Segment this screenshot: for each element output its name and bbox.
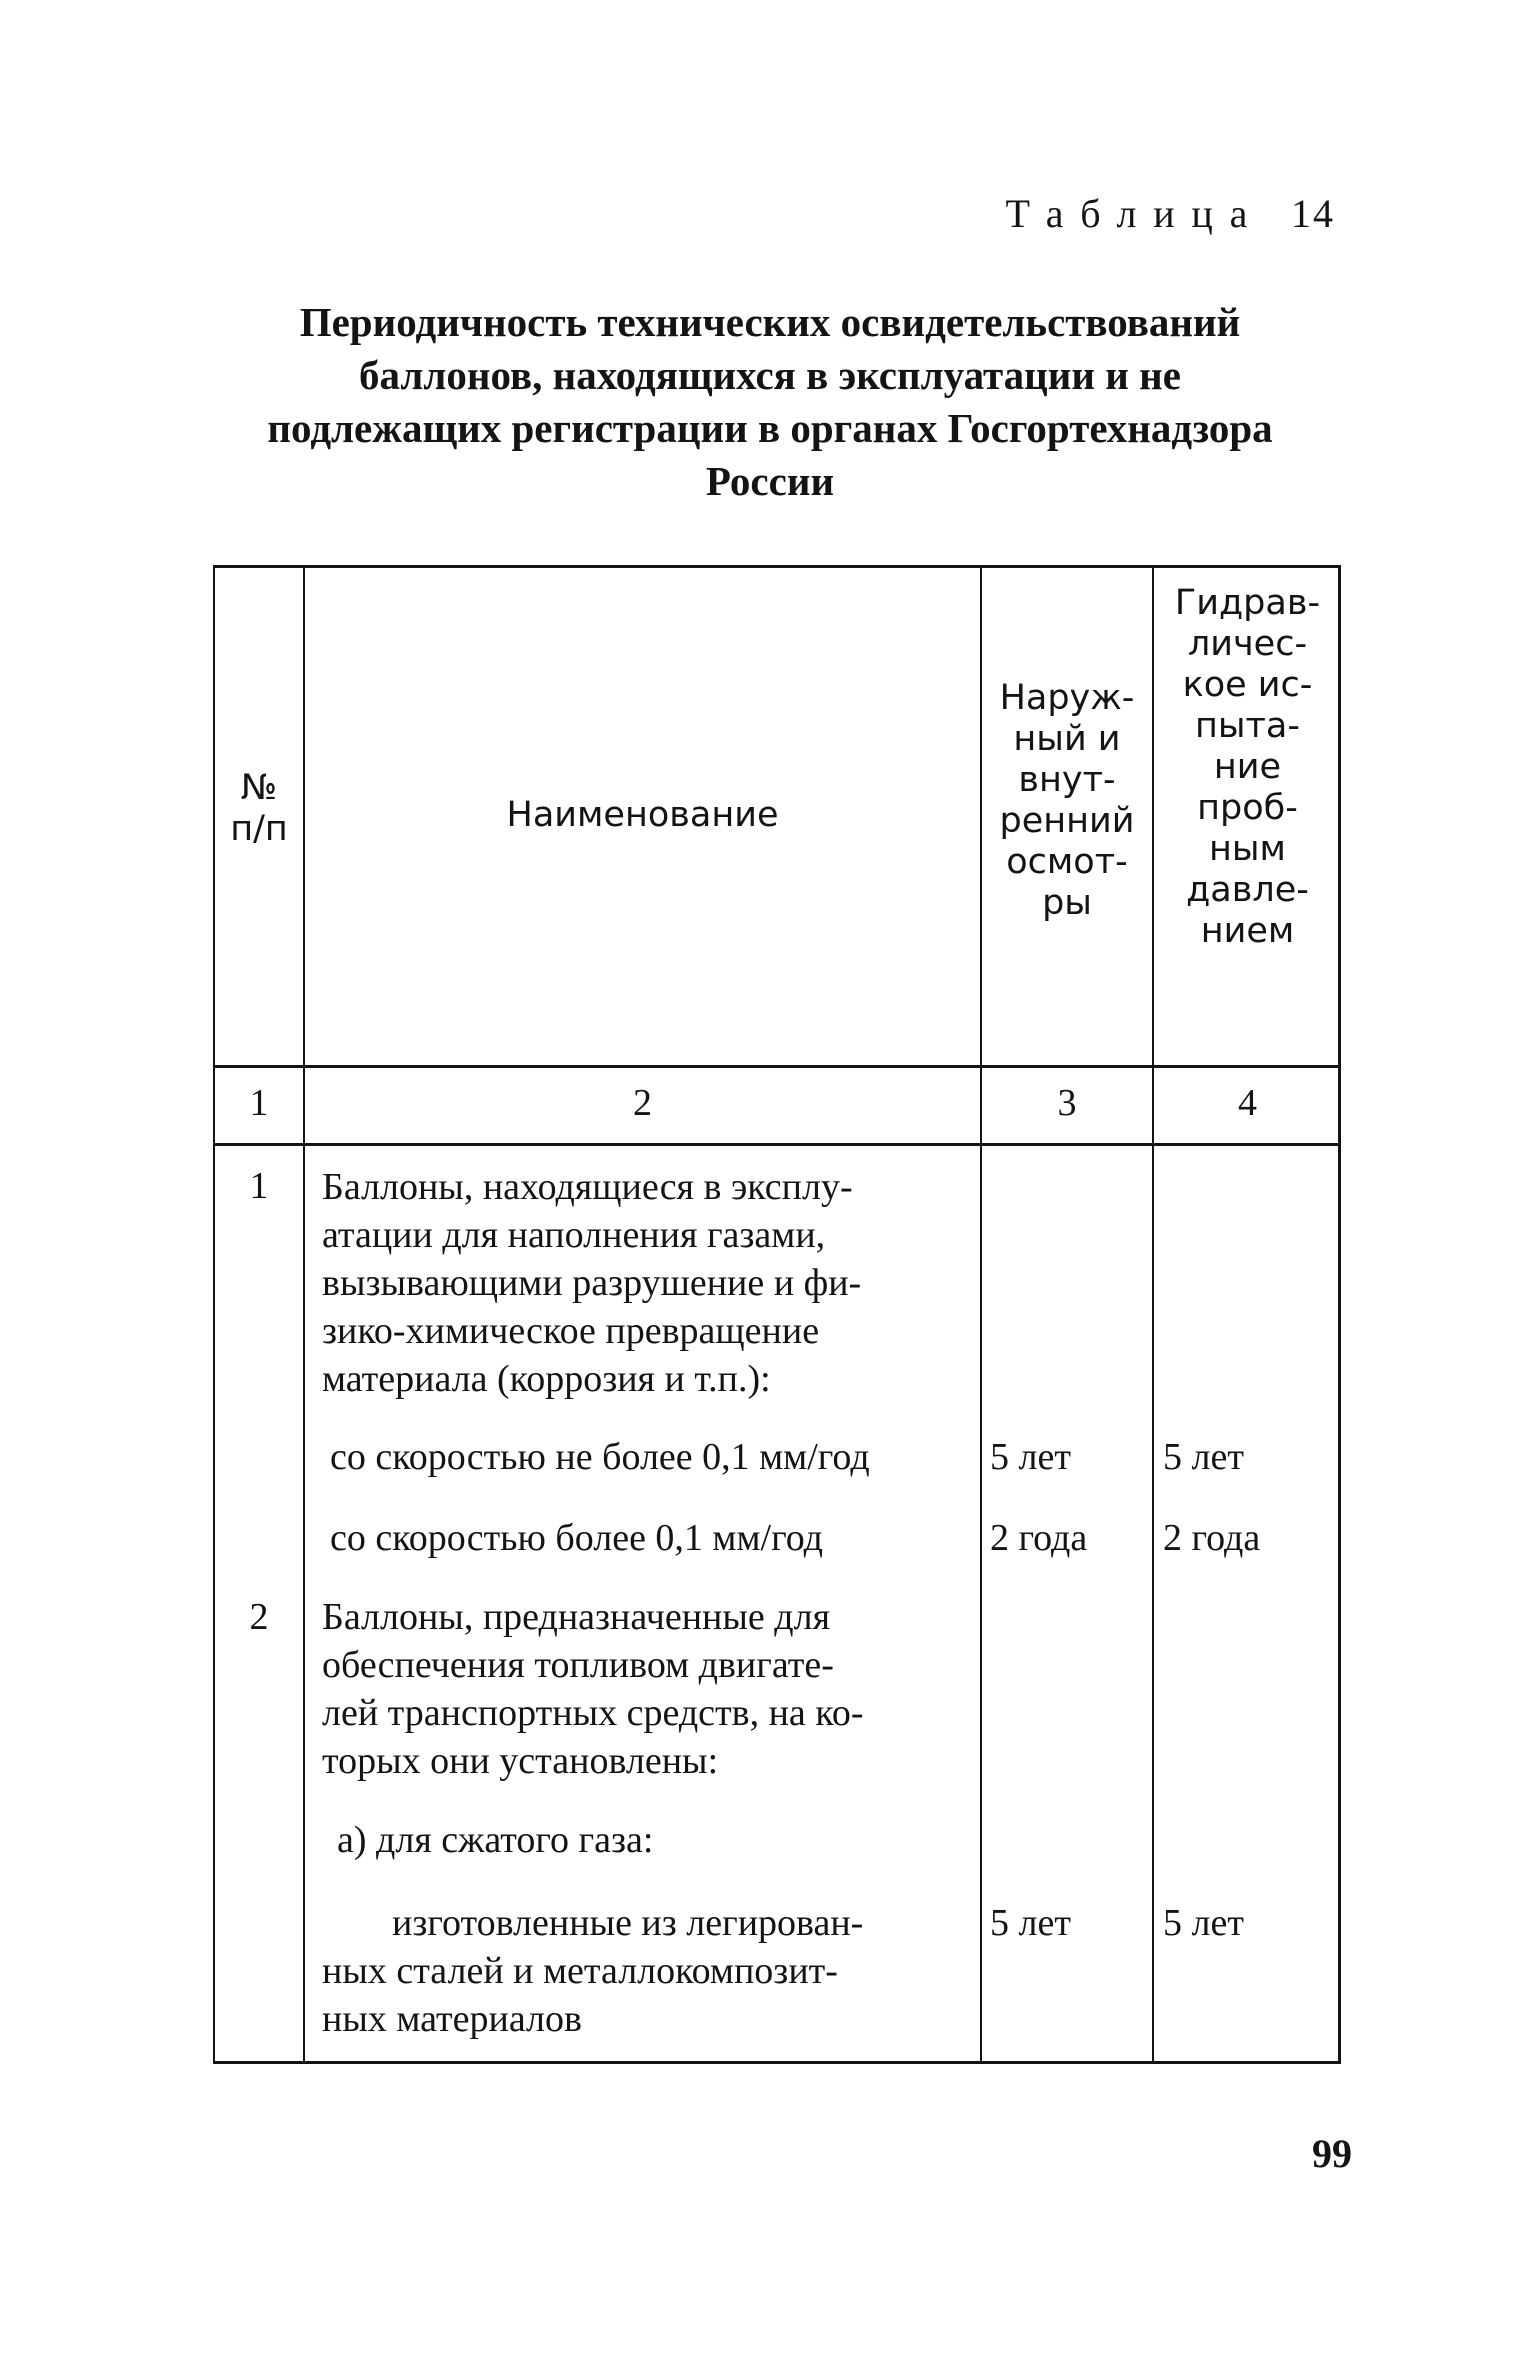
column-number: 3: [1057, 1082, 1077, 1124]
header-hydraulic-line: ным: [1209, 829, 1286, 869]
inspection-period: 5 лет: [990, 1436, 1071, 1478]
title-line: баллонов, находящихся в эксплуатации и не: [359, 352, 1181, 398]
row-description: Баллоны, находящиеся в эксплу- атации для наполнения газами, вызывающими разрушение и фи- зико-химическое превращение материала (коррозия и т.п.):: [322, 1166, 862, 1400]
row-number: 1: [249, 1165, 269, 1207]
header-divider: [215, 1065, 1341, 1068]
header-inspection-line: Наруж-: [999, 678, 1135, 718]
title-line: подлежащих регистрации в органах Госгортехнадзора: [267, 405, 1273, 451]
header-hydraulic-line: ние: [1213, 747, 1282, 787]
hydraulic-test-period: 5 лет: [1163, 1436, 1244, 1478]
header-inspection: [982, 678, 1152, 924]
table-number: 14: [1291, 191, 1335, 236]
row-description: изготовленные из легирован- ных сталей и металлокомпозит- ных материалов: [322, 1902, 864, 2040]
header-inspection-line: внут-: [1018, 760, 1116, 800]
header-inspection-line: ный и: [1013, 719, 1121, 759]
header-hydraulic-line: кое ис-: [1182, 665, 1313, 705]
header-hydraulic-line: давле-: [1186, 870, 1309, 910]
title-line: России: [705, 458, 835, 504]
row-description: Баллоны, предназначенные для обеспечения топливом двигате- лей транспортных средств, на ко- торых они установлены:: [322, 1596, 864, 1782]
header-number-line: №: [240, 768, 278, 808]
table-label: [1006, 190, 1336, 237]
table-title: [200, 296, 1340, 508]
header-hydraulic-line: личес-: [1187, 624, 1308, 664]
column-number: 1: [249, 1082, 269, 1124]
row-description: со скоростью не более 0,1 мм/год: [330, 1436, 870, 1478]
table-frame: [213, 565, 1341, 2064]
header-hydraulic-line: Гидрав-: [1174, 583, 1321, 623]
column-number: 4: [1238, 1082, 1257, 1124]
header-inspection-line: осмот-: [1006, 842, 1128, 882]
title-line: Периодичность технических освидетельствований: [299, 299, 1241, 345]
header-number: [215, 768, 303, 850]
inspection-period: 5 лет: [990, 1902, 1071, 1944]
header-hydraulic-test: [1154, 583, 1341, 952]
row-description: а) для сжатого газа:: [337, 1819, 654, 1861]
column-number: 2: [633, 1082, 652, 1124]
column-numbers-divider: [215, 1143, 1341, 1146]
hydraulic-test-period: 5 лет: [1163, 1902, 1244, 1944]
column-divider: [303, 568, 305, 2064]
header-inspection-line: ры: [1042, 883, 1092, 923]
header-number-line: п/п: [230, 809, 288, 849]
header-hydraulic-line: нием: [1200, 911, 1295, 951]
page-number: 99: [1312, 2131, 1352, 2176]
header-hydraulic-line: проб-: [1197, 788, 1298, 828]
row-number: 2: [249, 1596, 269, 1638]
header-name: Наименование: [506, 795, 779, 835]
header-hydraulic-line: пыта-: [1195, 706, 1300, 746]
inspection-period: 2 года: [990, 1517, 1088, 1559]
hydraulic-test-period: 2 года: [1163, 1517, 1261, 1559]
table-word: Таблица: [1005, 191, 1265, 236]
header-inspection-line: ренний: [999, 801, 1135, 841]
row-description: со скоростью более 0,1 мм/год: [330, 1517, 823, 1559]
